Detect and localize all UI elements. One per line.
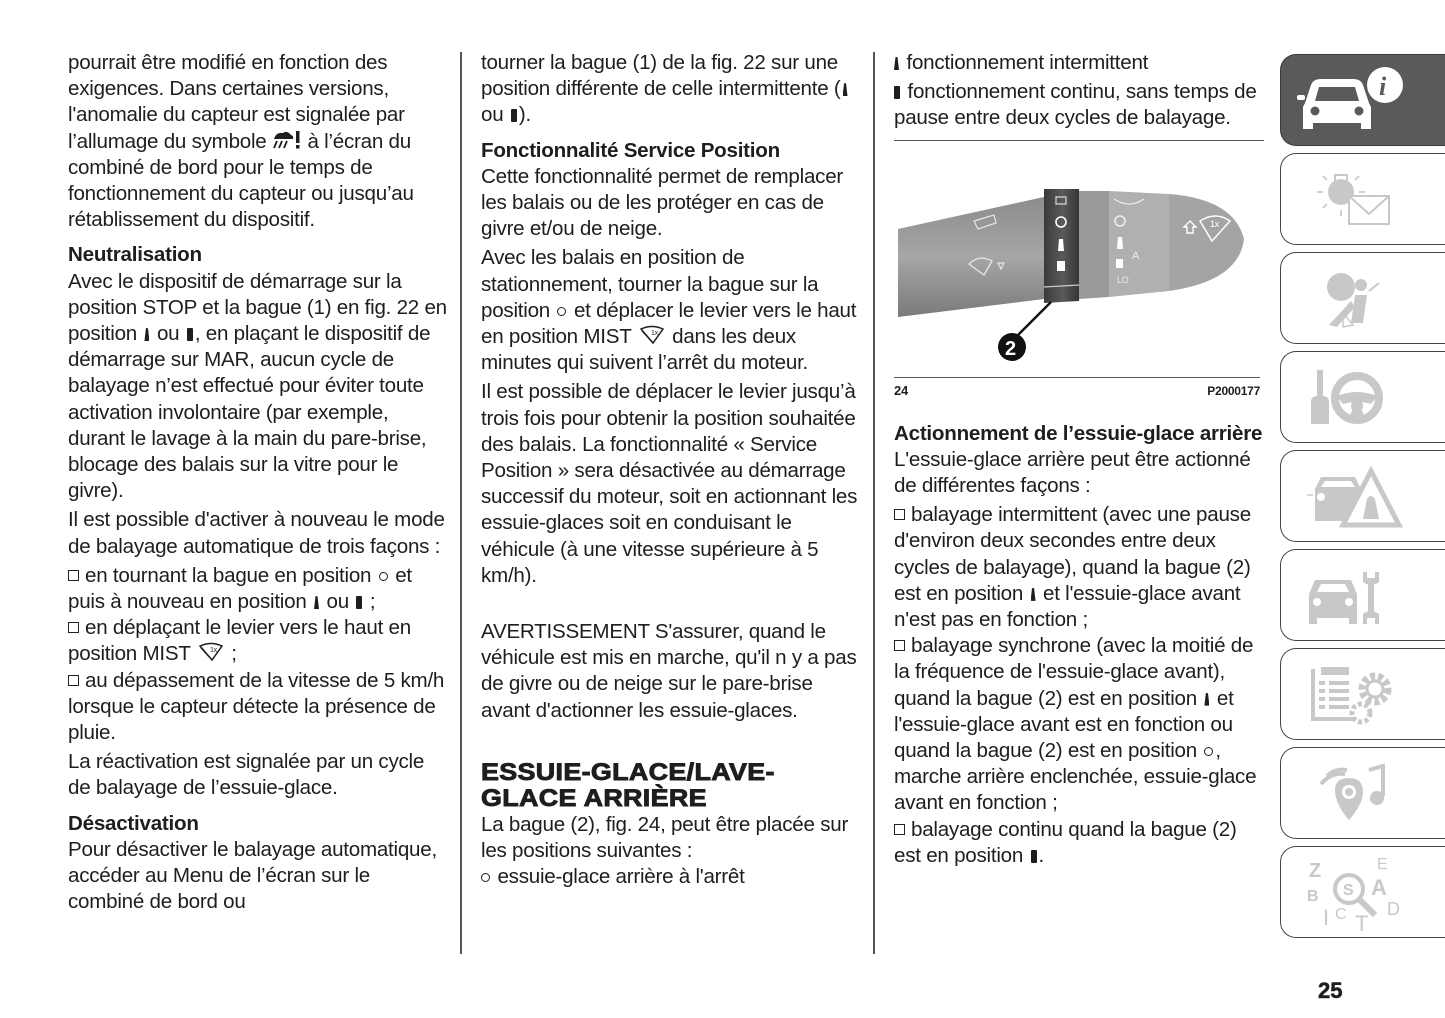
heading-rear-wiper: Actionnement de l’essuie-glace arrière [894,421,1263,445]
mist-wiper-icon [198,642,224,662]
warning-light-message-icon [1295,162,1405,238]
wiper-stalk-illustration [894,159,1264,391]
figure-wiper-stalk [894,159,1264,391]
list-item: en tournant la bague en position et puis à nouveau en position ou ; [68,563,412,614]
column-separator-2 [873,52,875,954]
position-off-item: essuie-glace arrière à l'arrêt [481,864,861,890]
rain-sensor-fault-icon [272,130,302,150]
paragraph-service-position-1: Cette fonctionnalité permet de remplacer les balais ou de les protéger en cas de givre et/ou de neige. [481,164,844,241]
svg-text:D: D [1387,899,1400,919]
paragraph-reactivation-note: La réactivation est signalée par un cycle de balayage de l’essuie-glace. [68,750,425,800]
list-item: au dépassement de la vitesse de 5 km/h lorsque le capteur détecte la présence de pluie. [68,668,445,745]
intermittent-position-icon [314,596,319,609]
bullet-icon [894,509,905,520]
svg-text:T: T [1355,911,1369,931]
text-column-2 [481,50,861,890]
paragraph-sensor-fault: pourrait être modifié en fonction des exigences. Dans certaines versions, l'anomalie du capteur est signalée par l’allumage du symbole à l’écran du combiné de bord pour le temps de fonctionnement du capteur ou jusqu’au rétablissement du dispositif. [68,51,414,232]
bullet-icon [894,824,905,835]
chapter-tabs [1280,54,1445,945]
key-steering-wheel-icon [1295,360,1405,436]
paragraph-continued: tourner la bague (1) de la fig. 22 sur une position différente de celle intermittente ( ou ). [481,50,861,129]
svg-text:1x: 1x [650,330,658,338]
svg-text:1x: 1x [209,647,217,655]
intermittent-position-icon [1031,588,1036,601]
continuous-position-icon [187,328,193,341]
list-item: balayage intermittent (avec une pause d'environ deux secondes entre deux cycles de balayage), quand la bague (2) est en position et l'essuie-glace avant n'est pas en fonction ; [894,503,1251,632]
svg-text:LO: LO [1117,274,1129,285]
car-info-icon [1295,63,1405,139]
figure-number: 24 [894,382,908,398]
tab-technical-data[interactable] [1280,648,1445,740]
svg-text:S: S [1343,882,1354,899]
position-continuous-item: fonctionnement continu, sans temps de pause entre deux cycles de balayage. [894,80,1257,130]
position-intermittent-item: fonctionnement intermittent [894,50,1264,76]
paragraph-rear-wiper-intro: L'essuie-glace arrière peut être actionné de différentes façons : [894,447,1251,498]
airbag-seatbelt-icon [1295,261,1405,337]
paragraph-service-position-2: Avec les balais en position de stationnement, tourner la bague sur la position et déplacer le levier vers le haut en position MIST 1x dans les deux minutes qui suivent l’arrêt du moteur. [481,246,857,375]
tab-multimedia[interactable] [1280,747,1445,839]
mist-wiper-icon [639,325,665,345]
svg-text:Z: Z [1309,860,1322,882]
list-item: en déplaçant le levier vers le haut en position MIST 1x ; [68,616,411,666]
bullet-icon [894,640,905,651]
tab-index[interactable] [1280,846,1445,938]
figure-caption-rule [894,377,1260,378]
svg-text:E: E [1377,856,1388,873]
paragraph-service-position-3: Il est possible de déplacer le levier jusqu’à trois fois pour obtenir la position souhaitée des balais. La fonctionnalité « Service Position » sera désactivée au démarrage successif du moteur, soit en actionnant les essuie-glaces soit en conduisant le véhicule (à une vitesse supérieure à 5 km/h). [481,380,858,587]
paragraph-desactivation: Pour désactiver le balayage automatique, accéder au Menu de l’écran sur le combiné de bord ou [68,837,437,914]
warning-text: AVERTISSEMENT S'assurer, quand le véhicule est mis en marche, qu'il n y a pas de givre ou de neige sur le pare-brise avant d'actionner les essuie-glaces. [481,620,857,722]
figure-top-rule [894,140,1264,141]
svg-text:A: A [1132,249,1140,262]
svg-text:2: 2 [1005,337,1016,360]
intermittent-position-icon [843,83,848,96]
off-position-icon [481,873,490,882]
list-gears-icon [1295,657,1405,733]
page-number: 25 [1318,978,1343,1003]
intermittent-position-icon [1204,693,1209,706]
intermittent-position-icon [894,57,899,70]
car-warning-triangle-icon [1295,459,1405,535]
heading-service-position: Fonctionnalité Service Position [481,138,780,162]
text-column-1 [68,50,448,916]
svg-text:i: i [1379,72,1387,101]
figure-code: P2000177 [1207,383,1260,398]
column-separator-1 [460,52,462,954]
heading-desactivation: Désactivation [68,811,199,835]
tab-starting-driving[interactable] [1280,351,1445,443]
list-item: balayage synchrone (avec la moitié de la fréquence de l'essuie-glace avant), quand la bague (2) est en position et l'essuie-glace avant est en fonction ou quand la bague (2) est en position , marche arrière enclenchée, essuie-glace avant en fonction ; [894,634,1257,815]
svg-text:A: A [1371,875,1387,900]
bullet-icon [68,622,79,633]
list-item: balayage continu quand la bague (2) est en position . [894,817,1237,867]
off-position-icon [557,307,566,316]
off-position-icon [1204,747,1213,756]
tab-safety[interactable] [1280,252,1445,344]
tab-lights-messages[interactable] [1280,153,1445,245]
tab-vehicle-info[interactable] [1280,54,1445,146]
bullet-icon [68,570,79,581]
svg-text:C: C [1335,906,1347,923]
continuous-position-icon [356,596,362,609]
off-position-icon [379,572,388,581]
intermittent-position-icon [144,328,149,341]
tab-emergency[interactable] [1280,450,1445,542]
paragraph-reactivate-intro: Il est possible d'activer à nouveau le mode de balayage automatique de trois façons : [68,508,445,558]
paragraph-section-intro: La bague (2), fig. 24, peut être placée sur les positions suivantes : [481,812,849,863]
alphabet-search-icon [1295,855,1405,931]
continuous-position-icon [894,86,900,99]
text-column-3 [894,50,1264,869]
continuous-position-icon [1031,850,1037,863]
svg-text:B: B [1307,888,1319,905]
paragraph-neutralisation: Avec le dispositif de démarrage sur la position STOP et la bague (1) en fig. 22 en position ou , en plaçant le dispositif de démarrage sur MAR, aucun cycle de balayage n’est effectué pour éviter toute activation involontaire (par exemple, durant le lavage à la main du pare-brise, blocage des balais sur la vitre pour le givre). [68,269,447,503]
tab-maintenance[interactable] [1280,549,1445,641]
continuous-position-icon [511,109,517,122]
heading-neutralisation: Neutralisation [68,243,202,267]
car-wrench-icon [1295,558,1405,634]
music-location-icon [1295,756,1405,832]
svg-text:I: I [1323,905,1330,930]
bullet-icon [68,675,79,686]
section-title: ESSUIE-GLACE/LAVE- GLACE ARRIÈRE [481,758,775,812]
svg-text:1x: 1x [1210,218,1220,229]
